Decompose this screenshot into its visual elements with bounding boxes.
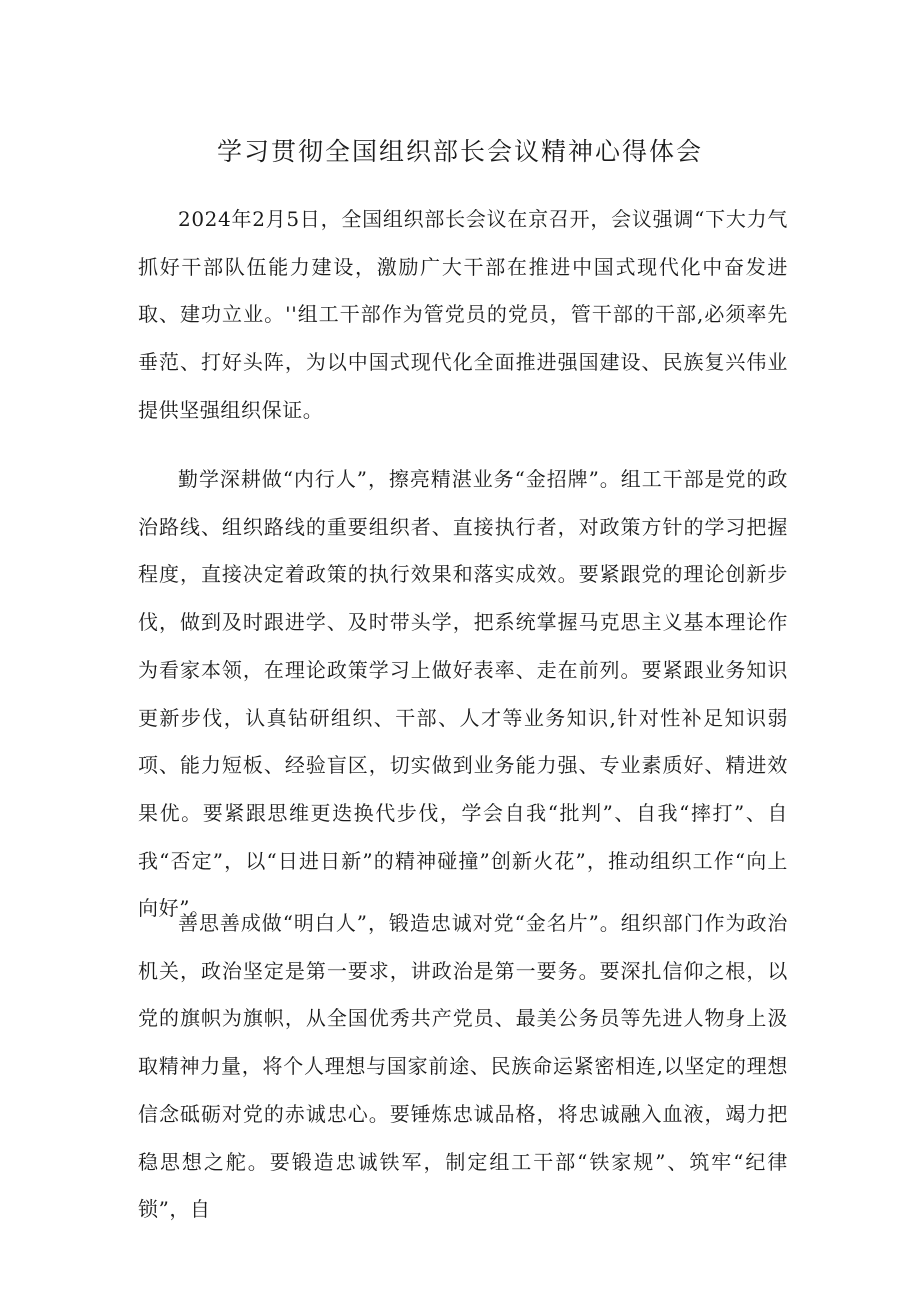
- paragraph-study: 勤学深耕做“内行人”，擦亮精湛业务“金招牌”。组工干部是党的政治路线、组织路线的重要组织者、直接执行者，对政策方针的学习把握程度，直接决定着政策的执行效果和落实成效。要紧跟党的理论创新步伐，做到及时跟进学、及时带头学，把系统掌握马克思主义基本理论作为看家本领，在理论政策学习上做好表率、走在前列。要紧跟业务知识更新步伐，认真钻研组织、干部、人才等业务知识,针对性补足知识弱项、能力短板、经验盲区，切实做到业务能力强、专业素质好、精进效果优。要紧跟思维更迭换代步伐，学会自我“批判”、自我“摔打”、自我“否定”，以“日进日新”的精神碰撞”创新火花”，推动组织工作“向上向好”。: [138, 467, 788, 921]
- paragraph-loyalty: 善思善成做“明白人”，锻造忠诚对党“金名片”。组织部门作为政治机关，政治坚定是第一要求，讲政治是第一要务。要深扎信仰之根，以党的旗帜为旗帜，从全国优秀共产党员、最美公务员等先进人物身上汲取精神力量，将个人理想与国家前途、民族命运紧密相连,以坚定的理想信念砥砺对党的赤诚忠心。要锤炼忠诚品格，将忠诚融入血液，竭力把稳思想之舵。要锻造忠诚铁军，制定组工干部“铁家规”、筑牢“纪律锁”，自: [138, 911, 788, 1222]
- paragraph-intro: 2024年2月5日，全国组织部长会议在京召开，会议强调“下大力气抓好干部队伍能力建设，激励广大干部在推进中国式现代化中奋发进取、建功立业。''组工干部作为管党员的党员，管干部的干部,必须率先垂范、打好头阵，为以中国式现代化全面推进强国建设、民族复兴伟业提供坚强组织保证。: [138, 207, 788, 422]
- document-title: 学习贯彻全国组织部长会议精神心得体会: [216, 137, 703, 166]
